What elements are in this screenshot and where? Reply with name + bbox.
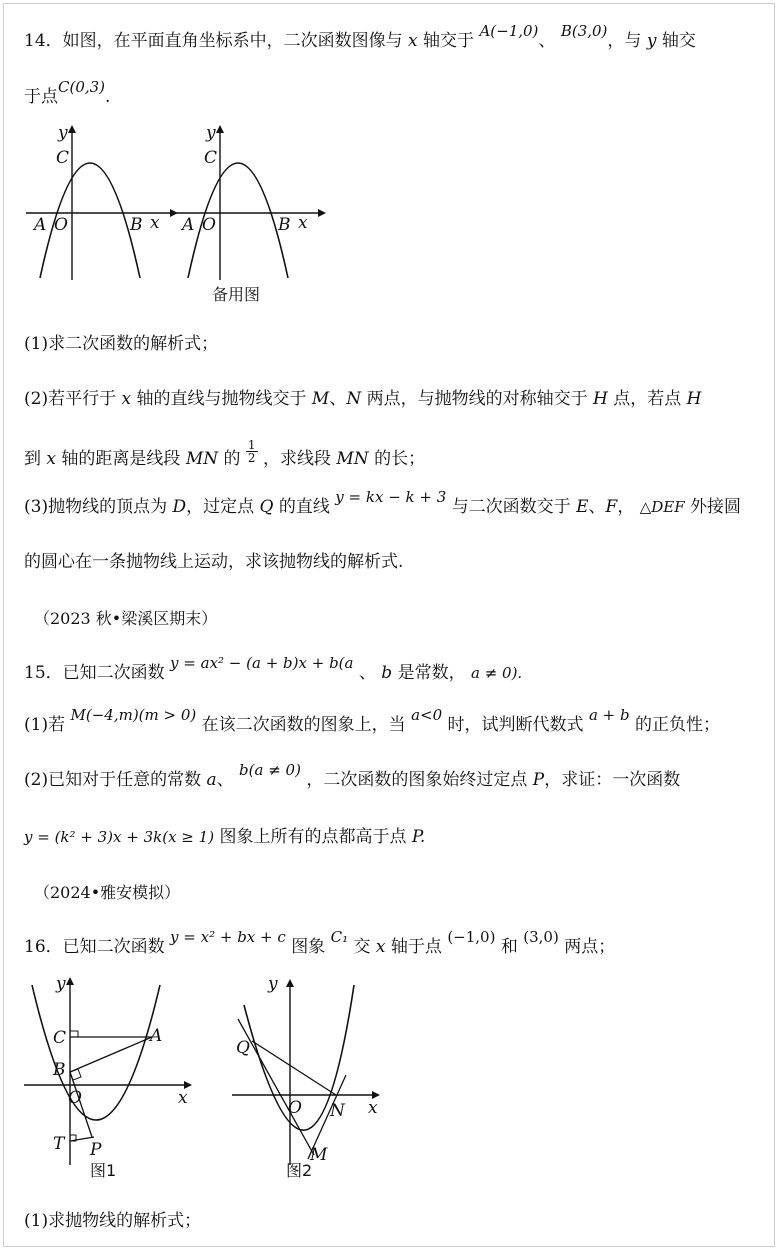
expression: a + b bbox=[588, 706, 630, 724]
q14-figure-main bbox=[26, 123, 178, 280]
q14-line1 bbox=[24, 22, 696, 52]
point-B: B(3,0) bbox=[560, 22, 608, 40]
var-b: b bbox=[381, 663, 393, 683]
x-axis-arrow bbox=[318, 209, 326, 217]
var-H: H bbox=[686, 389, 702, 409]
text: ，求线段 bbox=[262, 449, 331, 469]
text: 轴于点 bbox=[390, 937, 442, 957]
var-D: D bbox=[172, 497, 187, 517]
label-A: A bbox=[34, 215, 47, 235]
point-C: C(0,3) bbox=[58, 78, 106, 96]
q14-part2-line2 bbox=[24, 438, 426, 472]
figure2-caption: 图2 bbox=[286, 1161, 313, 1180]
text: 和 bbox=[500, 937, 518, 957]
var-H: H bbox=[593, 389, 608, 409]
text: 外接圆 bbox=[690, 497, 742, 517]
q14-part3-line1 bbox=[24, 488, 742, 518]
q15-part2-line1 bbox=[24, 761, 681, 791]
right-angle-mark-C bbox=[70, 1031, 78, 1037]
text: 交 bbox=[353, 937, 371, 957]
parabola-curve bbox=[32, 985, 163, 1120]
text: 的直线 bbox=[278, 497, 330, 517]
text: ，求证：一次函数 bbox=[544, 770, 681, 790]
condition: a<0 bbox=[411, 706, 443, 724]
fraction-numerator: 1 bbox=[247, 438, 256, 452]
label-A: A bbox=[182, 215, 195, 235]
text: 到 bbox=[24, 449, 41, 469]
q14-figures bbox=[20, 118, 350, 304]
text: ， bbox=[617, 497, 635, 517]
label-B: B bbox=[278, 215, 291, 235]
label-O: O bbox=[54, 215, 68, 235]
var-MN: MN bbox=[185, 449, 219, 469]
q14-figure-backup bbox=[174, 123, 326, 304]
q16-figure2 bbox=[232, 975, 412, 1185]
var-b-condition: b(a ≠ 0) bbox=[239, 761, 301, 779]
q15-part1 bbox=[24, 706, 720, 736]
linear-equation: y = (k² + 3)x + 3k(x ≥ 1) bbox=[24, 828, 215, 846]
text: (3)抛物线的顶点为 bbox=[24, 497, 168, 517]
label-C: C bbox=[56, 148, 70, 168]
point-M: M(−4,m)(m > 0) bbox=[70, 706, 197, 724]
label-x: x bbox=[150, 213, 160, 233]
text: 与二次函数交于 bbox=[451, 497, 571, 517]
q15-line1 bbox=[24, 654, 523, 684]
q16-part1: (1)求抛物线的解析式； bbox=[24, 1211, 202, 1231]
label-y: y bbox=[56, 974, 66, 994]
var-a: a bbox=[206, 770, 217, 790]
q14-part2-line1 bbox=[24, 388, 701, 410]
label-P: P bbox=[90, 1140, 102, 1160]
var-M: M bbox=[311, 389, 330, 409]
var-P: P bbox=[532, 770, 545, 790]
text: 、 bbox=[358, 663, 376, 683]
fraction-denominator: 2 bbox=[247, 451, 256, 465]
q16-line1 bbox=[24, 928, 616, 958]
label-y: y bbox=[58, 123, 68, 143]
text: 两点，与抛物线的对称轴交于 bbox=[366, 389, 588, 409]
var-y: y bbox=[646, 31, 657, 51]
label-O: O bbox=[288, 1098, 302, 1118]
var-F: F bbox=[605, 497, 618, 517]
q15-source: （2024•雅安模拟） bbox=[34, 883, 181, 902]
label-C: C bbox=[53, 1028, 67, 1048]
figure-caption: 备用图 bbox=[212, 285, 261, 304]
text: (2)若平行于 bbox=[24, 389, 117, 409]
var-x: x bbox=[121, 389, 132, 409]
figure1-caption: 图1 bbox=[90, 1161, 117, 1180]
text: ，过定点 bbox=[186, 497, 255, 517]
text: 是常数， bbox=[397, 663, 466, 683]
q14-part1: (1)求二次函数的解析式； bbox=[24, 334, 219, 354]
text: 的长； bbox=[374, 449, 426, 469]
point-A: A(−1,0) bbox=[479, 22, 539, 40]
label-O: O bbox=[202, 215, 216, 235]
var-x: x bbox=[375, 937, 386, 957]
y-axis-arrow bbox=[66, 977, 74, 985]
text: 的正负性； bbox=[635, 715, 720, 735]
text: . bbox=[105, 87, 111, 107]
var-P: P. bbox=[411, 827, 426, 847]
label-y: y bbox=[268, 974, 278, 994]
text: 轴交 bbox=[661, 31, 696, 51]
text: 轴的距离是线段 bbox=[61, 449, 181, 469]
segment-BA bbox=[70, 1037, 152, 1072]
text: 轴交于 bbox=[423, 31, 475, 51]
label-C: C bbox=[204, 148, 218, 168]
quadratic-equation: y = x² + bx + c bbox=[170, 928, 286, 946]
text: ，与 bbox=[607, 31, 642, 51]
label-Q: Q bbox=[236, 1038, 250, 1058]
text: 在该二次函数的图象上，当 bbox=[201, 715, 406, 735]
q16-figure1 bbox=[24, 975, 204, 1185]
text: 、 bbox=[329, 389, 347, 409]
text: 图象 bbox=[291, 937, 326, 957]
curve-C1: C₁ bbox=[330, 928, 349, 946]
text: 的 bbox=[223, 449, 241, 469]
text: 、 bbox=[588, 497, 606, 517]
label-x: x bbox=[368, 1098, 378, 1118]
point-3-0: (3,0) bbox=[523, 928, 559, 946]
var-x: x bbox=[408, 31, 418, 51]
label-M: M bbox=[310, 1145, 328, 1165]
q14-source: （2023 秋•梁溪区期末） bbox=[34, 609, 218, 628]
q14-line2 bbox=[24, 78, 111, 108]
y-axis-arrow bbox=[68, 125, 76, 133]
label-O: O bbox=[68, 1088, 82, 1108]
quadratic-equation: y = ax² − (a + b)x + b(a bbox=[170, 654, 354, 672]
text: 、 bbox=[538, 31, 556, 51]
q16-number-text: 16．已知二次函数 bbox=[24, 937, 165, 957]
text: 两点； bbox=[564, 937, 616, 957]
text: 于点 bbox=[24, 87, 58, 107]
text: (1)若 bbox=[24, 715, 66, 735]
q15-part2-line2 bbox=[24, 826, 425, 848]
q15-number-text: 15．已知二次函数 bbox=[24, 663, 165, 683]
label-y: y bbox=[206, 123, 216, 143]
label-x: x bbox=[298, 213, 308, 233]
segment-QN bbox=[252, 1041, 336, 1095]
text: ，二次函数的图象始终过定点 bbox=[306, 770, 528, 790]
var-E: E bbox=[576, 497, 589, 517]
triangle-DEF: △DEF bbox=[639, 498, 685, 516]
y-axis-arrow bbox=[286, 979, 294, 987]
fraction-one-half bbox=[246, 439, 258, 464]
var-N: N bbox=[346, 389, 362, 409]
text: 图象上所有的点都高于点 bbox=[219, 827, 407, 847]
point-neg1-0: (−1,0) bbox=[447, 928, 496, 946]
line-equation: y = kx − k + 3 bbox=[335, 488, 447, 506]
label-B: B bbox=[130, 215, 143, 235]
var-MN: MN bbox=[336, 449, 369, 469]
label-T: T bbox=[53, 1134, 65, 1154]
label-A: A bbox=[150, 1026, 163, 1046]
text: 、 bbox=[216, 770, 234, 790]
var-Q: Q bbox=[259, 497, 274, 517]
q14-part3-line2: 的圆心在一条抛物线上运动，求该抛物线的解析式. bbox=[24, 552, 404, 572]
condition: a ≠ 0). bbox=[470, 664, 523, 682]
label-x: x bbox=[178, 1088, 188, 1108]
text: 轴的直线与抛物线交于 bbox=[136, 389, 307, 409]
var-x: x bbox=[46, 449, 56, 469]
text: (2)已知对于任意的常数 bbox=[24, 770, 202, 790]
text: 点，若点 bbox=[613, 389, 682, 409]
label-B: B bbox=[53, 1060, 66, 1080]
label-N: N bbox=[330, 1101, 345, 1121]
text: 时，试判断代数式 bbox=[447, 715, 584, 735]
q14-number-text: 14．如图，在平面直角坐标系中，二次函数图像与 bbox=[24, 31, 403, 51]
y-axis-arrow bbox=[216, 125, 224, 133]
